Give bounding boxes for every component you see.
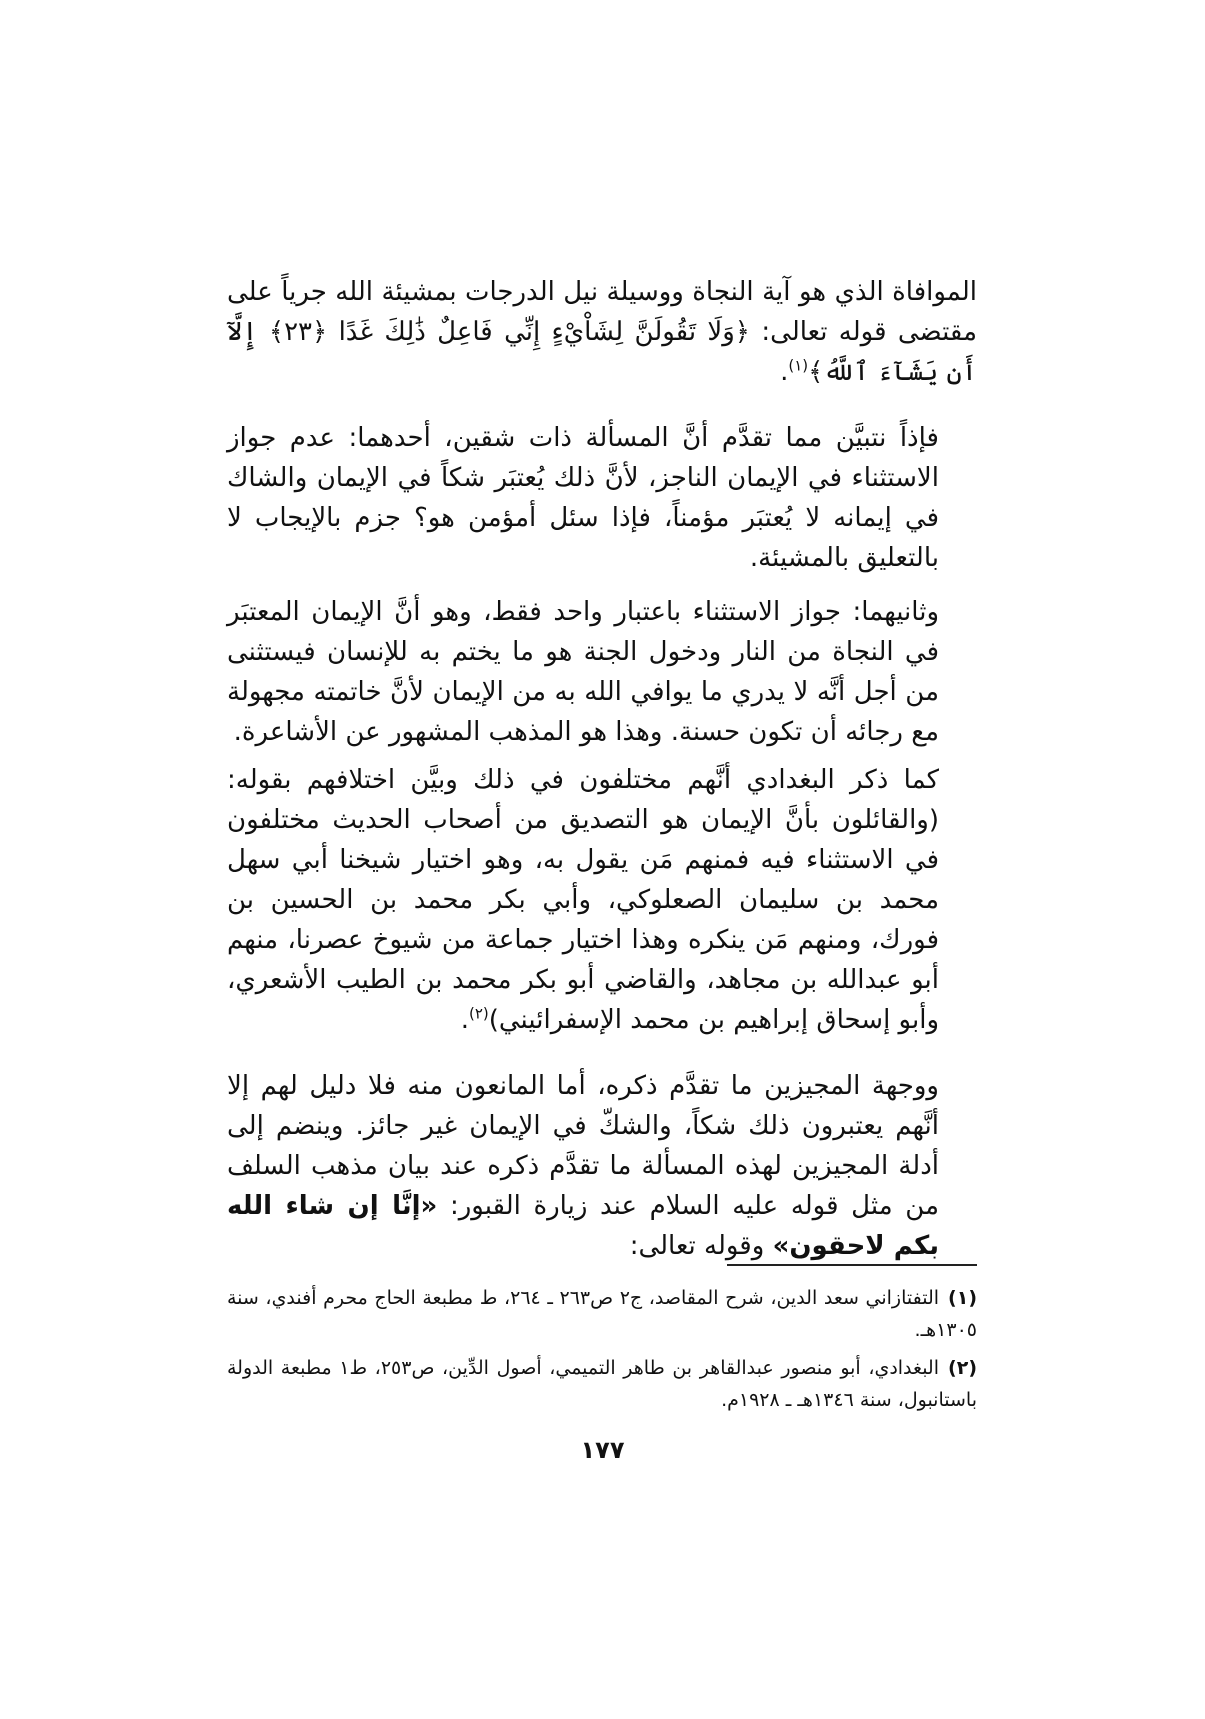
- footnote-1-text: التفتازاني سعد الدين، شرح المقاصد، ج٢ ص٢٦٣ ـ ٢٦٤، ط مطبعة الحاج محرم أفندي، سنة ١٣٠٥هـ.: [227, 1287, 977, 1341]
- paragraph-1-end: .: [780, 357, 789, 387]
- paragraph-3-text: وثانيهما: جواز الاستثناء باعتبار واحد فقط، وهو أنَّ الإيمان المعتبَر في النجاة من النار ودخول الجنة هو ما يختم به للإنسان فيستثنى من أجل أنَّه لا يدري ما يوافي الله به من الإيمان لأنَّ خاتمته مجهولة مع رجائه أن تكون حسنة. وهذا هو المذهب المشهور عن الأشاعرة.: [227, 597, 939, 747]
- paragraph-5-end: وقوله تعالى:: [629, 1231, 773, 1261]
- paragraph-5: [227, 1066, 977, 1266]
- footnote-1-number: (١): [948, 1287, 978, 1309]
- footnote-1: [227, 1282, 977, 1346]
- footnote-2-number: (٢): [948, 1357, 978, 1379]
- footnote-ref-1: (١): [788, 356, 809, 375]
- paragraph-4-end: .: [460, 1005, 469, 1035]
- footnote-ref-2: (٢): [468, 1004, 489, 1023]
- paragraph-2: [227, 418, 977, 578]
- quran-verse: ﴿وَلَا تَقُولَنَّ لِشَاْيْءٍ إِنِّي فَاعِلٌ ذَٰلِكَ غَدًا ﴿٢٣﴾ إِلَّآ أَن يَشَآءَ ٱللَّهُ﴾: [227, 317, 977, 387]
- paragraph-2-text: فإذاً نتبيَّن مما تقدَّم أنَّ المسألة ذات شقين، أحدهما: عدم جواز الاستثناء في الإيمان الناجز، لأنَّ ذلك يُعتبَر شكاً في الإيمان والشاك في إيمانه لا يُعتبَر مؤمناً، فإذا سئل أمؤمن هو؟ جزم بالإيجاب لا بالتعليق بالمشيئة.: [227, 423, 939, 573]
- paragraph-5-text: ووجهة المجيزين ما تقدَّم ذكره، أما المانعون منه فلا دليل لهم إلا أنَّهم يعتبرون ذلك شكاً، والشكّ في الإيمان غير جائز. وينضم إلى أدلة المجيزين لهذه المسألة ما تقدَّم ذكره عند بيان مذهب السلف من مثل قوله عليه السلام عند زيارة القبور:: [227, 1071, 940, 1221]
- hadith-quote: «إنَّا إن شاء الله بكم لاحقون»: [227, 1191, 939, 1261]
- page-number: ١٧٧: [580, 1436, 625, 1464]
- paragraph-4: [227, 760, 977, 1040]
- paragraph-1-text: الموافاة الذي هو آية النجاة ووسيلة نيل الدرجات بمشيئة الله جرياً على مقتضى قوله تعالى:: [227, 277, 978, 347]
- paragraph-3: [227, 592, 977, 752]
- footnote-2-text: البغدادي، أبو منصور عبدالقاهر بن طاهر التميمي، أصول الدِّين، ص٢٥٣، ط١ مطبعة الدولة باستانبول، سنة ١٣٤٦هـ ـ ١٩٢٨م.: [227, 1357, 977, 1411]
- footnote-2: [227, 1352, 977, 1416]
- paragraph-4-text: كما ذكر البغدادي أنَّهم مختلفون في ذلك وبيَّن اختلافهم بقوله: (والقائلون بأنَّ الإيمان هو التصديق من أصحاب الحديث مختلفون في الاستثناء فيه فمنهم مَن يقول به، وهو اختيار شيخنا أبي سهل محمد بن سليمان الصعلوكي، وأبي بكر محمد بن الحسين بن فورك، ومنهم مَن ينكره وهذا اختيار جماعة من شيوخ عصرنا، منهم أبو عبدالله بن مجاهد، والقاضي أبو بكر محمد بن الطيب الأشعري، وأبو إسحاق إبراهيم بن محمد الإسفرائيني): [227, 765, 939, 1035]
- paragraph-1: [227, 272, 977, 392]
- footnote-separator: [727, 1264, 977, 1266]
